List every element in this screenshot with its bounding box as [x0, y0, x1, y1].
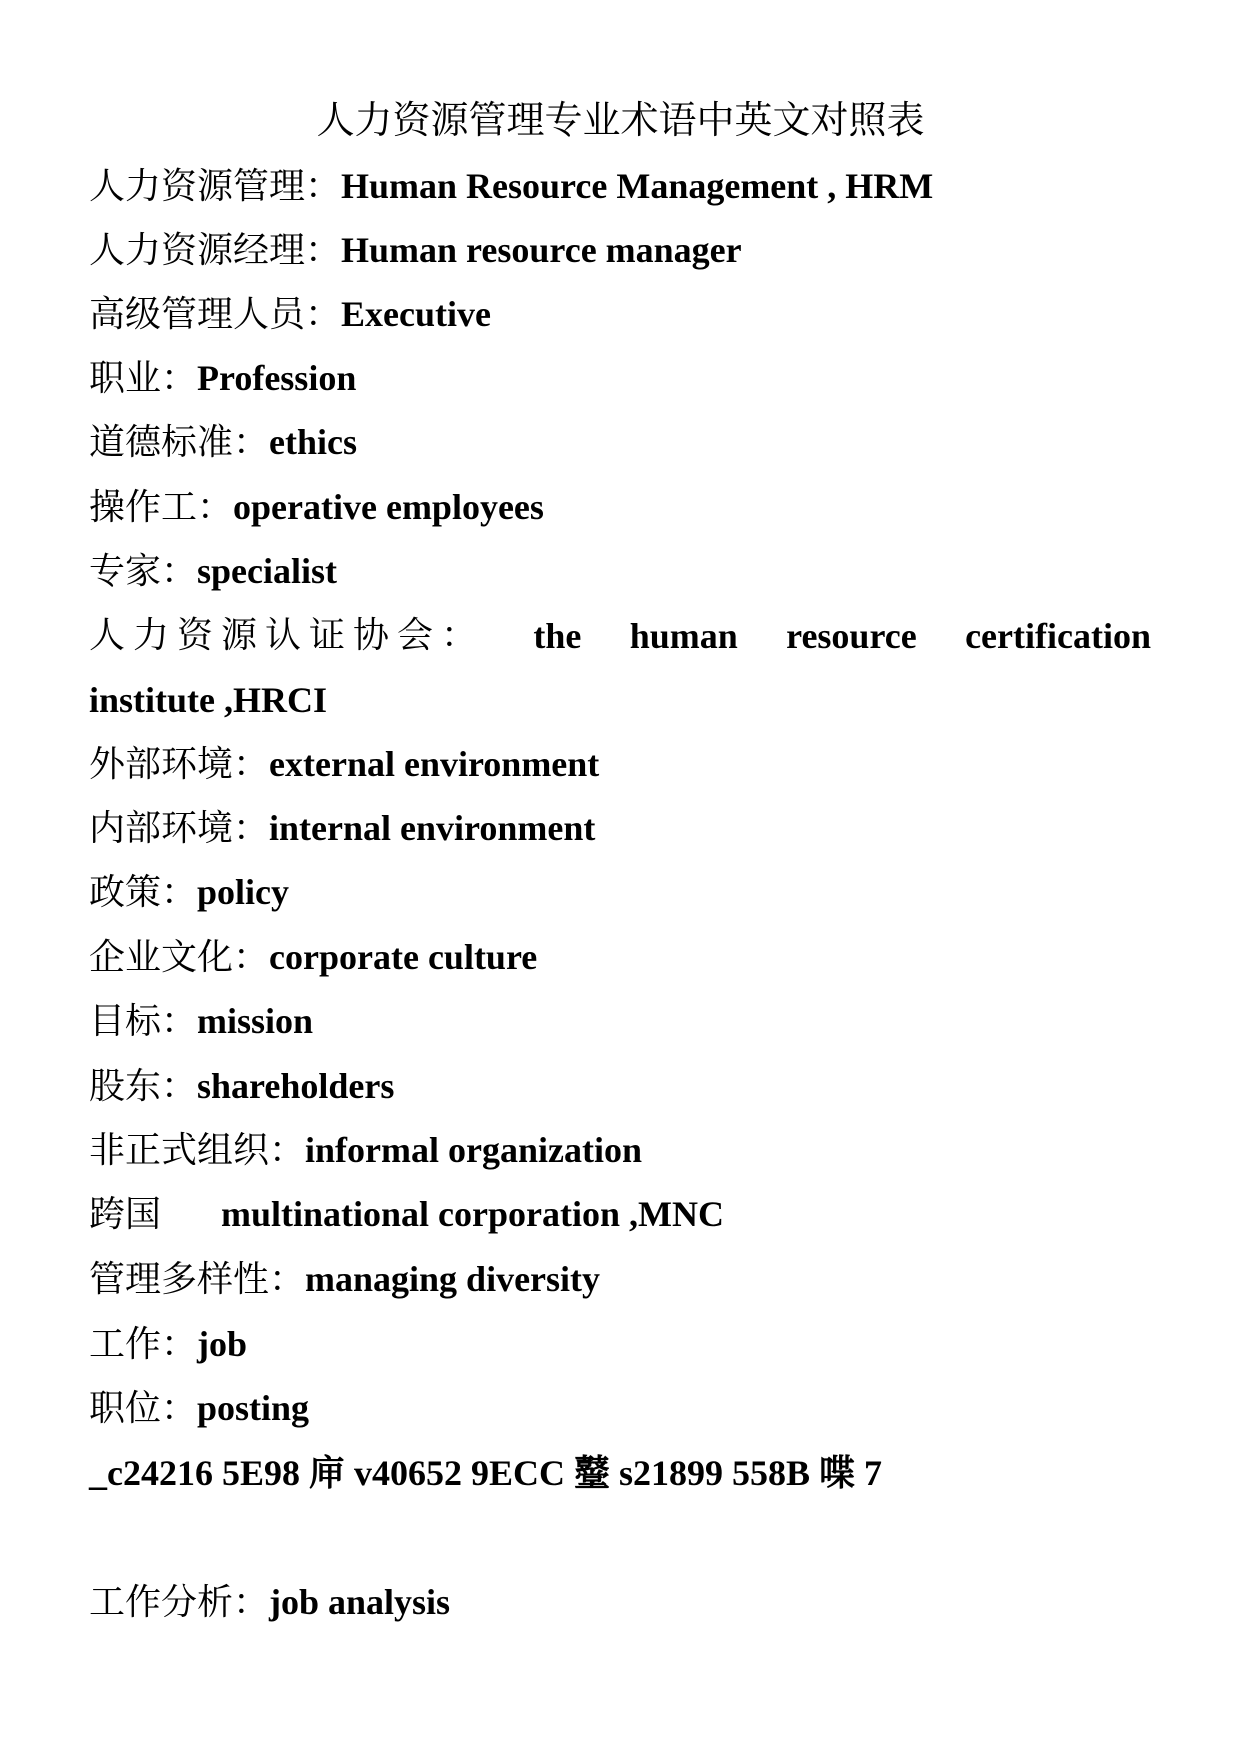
entry-chinese: 工作：: [89, 1324, 198, 1365]
entry-english: posting: [197, 1388, 310, 1428]
glossary-entry: [89, 933, 1151, 982]
entry-chinese: 内部环境：: [89, 808, 270, 849]
entry-english-word: human: [629, 616, 738, 656]
entry-chinese: 职位：: [89, 1388, 198, 1429]
glossary-entry: [89, 418, 1151, 467]
entry-english: institute ,HRCI: [89, 680, 328, 720]
glossary-entry: [89, 1578, 1151, 1627]
artifact-code-line: _c24216 5E98 庘 v40652 9ECC 鼞 s21899 558B 喋 7: [89, 1453, 883, 1493]
glossary-entry: [89, 354, 1151, 403]
entry-english: Profession: [197, 358, 357, 398]
entry-chinese: 人力资源管理：: [89, 166, 342, 207]
glossary-entry: [89, 226, 1151, 275]
glossary-entry: [89, 1384, 1151, 1433]
entry-english: job: [197, 1324, 248, 1364]
entry-chinese: 工作分析：: [89, 1582, 270, 1623]
glossary-entry: [89, 483, 1151, 532]
glossary-entry: [89, 868, 1151, 917]
glossary-entry: [89, 804, 1151, 853]
entry-chinese: 高级管理人员：: [89, 294, 342, 335]
entry-english: shareholders: [197, 1066, 395, 1106]
glossary-entry: [89, 1062, 1151, 1111]
entry-chinese: 职业：: [89, 358, 198, 399]
entry-chinese: 人力资源认证协会：: [89, 615, 486, 656]
page-title: 人力资源管理专业术语中英文对照表: [316, 98, 925, 142]
glossary-entry: [89, 162, 1151, 211]
glossary-entry: [89, 1320, 1151, 1369]
entry-english: job analysis: [269, 1582, 451, 1622]
entry-english: specialist: [197, 551, 338, 591]
entry-english: operative employees: [233, 487, 544, 527]
entry-chinese: 非正式组织：: [89, 1130, 306, 1171]
entry-chinese: 操作工：: [89, 487, 234, 528]
glossary-entry: [89, 740, 1151, 789]
entry-english: Human resource manager: [341, 230, 742, 270]
entry-chinese: 政策：: [89, 872, 198, 913]
entry-english: external environment: [269, 744, 600, 784]
entry-english: informal organization: [305, 1130, 642, 1170]
glossary-entry: [89, 290, 1151, 339]
glossary-entry: [89, 1255, 1151, 1304]
entry-english-word: the: [533, 616, 582, 656]
entry-english: Human Resource Management , HRM: [341, 166, 934, 206]
glossary-entry: [89, 547, 1151, 596]
entry-english: multinational corporation ,MNC: [221, 1194, 724, 1234]
entry-chinese: 专家：: [89, 551, 198, 592]
entry-chinese: 企业文化：: [89, 937, 270, 978]
glossary-entry-continuation: [89, 676, 1151, 725]
entry-english-word: certification: [965, 616, 1151, 656]
entry-chinese: 目标：: [89, 1001, 198, 1042]
glossary-entry-justified: [89, 612, 1151, 660]
entry-chinese: 跨国: [89, 1194, 162, 1235]
entry-english: Executive: [341, 294, 491, 334]
entry-chinese: 外部环境：: [89, 744, 270, 785]
entry-english: policy: [197, 872, 290, 912]
entry-english: internal environment: [269, 808, 596, 848]
glossary-entry: [89, 1190, 1151, 1239]
entry-english: mission: [197, 1001, 314, 1041]
glossary-entry: [89, 1126, 1151, 1175]
entry-chinese: 人力资源经理：: [89, 230, 342, 271]
entry-english: ethics: [269, 422, 357, 462]
entry-english-word: resource: [786, 616, 917, 656]
entry-chinese: 股东：: [89, 1066, 198, 1107]
entry-chinese: 管理多样性：: [89, 1259, 306, 1300]
entry-english: managing diversity: [305, 1259, 601, 1299]
glossary-entry: [89, 997, 1151, 1046]
entry-english: corporate culture: [269, 937, 538, 977]
entry-chinese: 道德标准：: [89, 422, 270, 463]
